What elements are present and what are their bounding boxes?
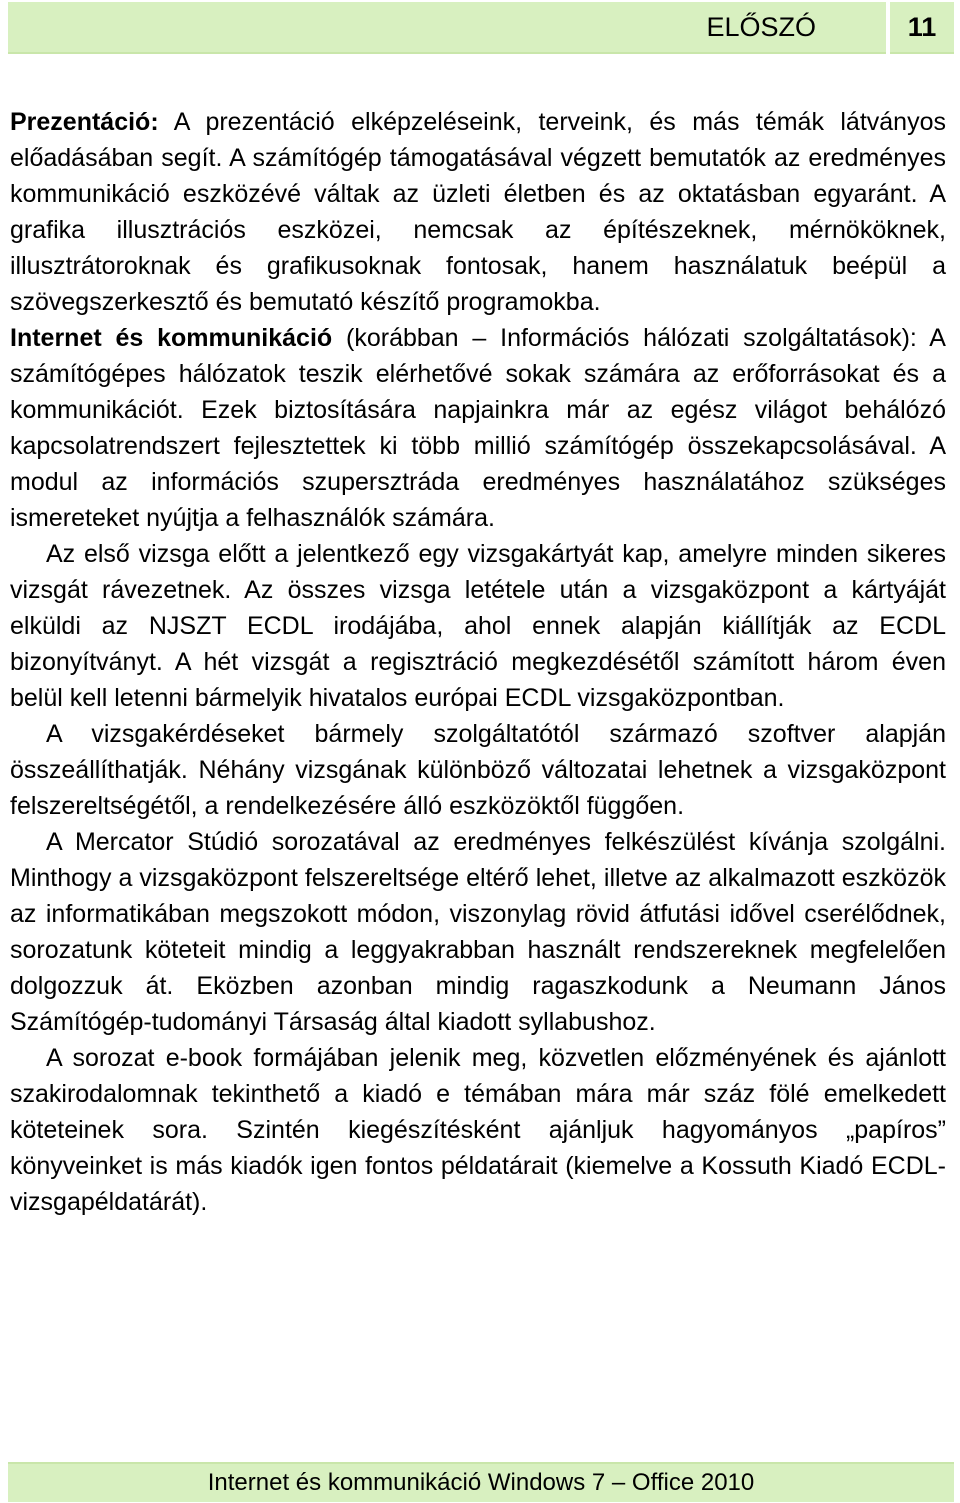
paragraph-exam-questions: A vizsgakérdéseket bármely szolgáltatótól származó szoftver alapján összeállíthatják. Néhány vizsgának különböző változatai lehetnek a vizsgaközpont felszereltségétől, a rendelkezésére álló eszközöktől függően. (10, 720, 946, 820)
paragraph-ebook: A sorozat e-book formájában jelenik meg, közvetlen előzményének és ajánlott szakirodalomnak tekinthető a kiadó e témában mára már száz fölé emelkedett köteteinek sora. Szintén kiegészítésként ajánljuk hagyományos „papíros” könyveinket is más kiadók igen fontos példatárait (kiemelve a Kossuth Kiadó ECDL-vizsgapéldatárát). (10, 1044, 946, 1216)
paragraph-internet (10, 320, 946, 536)
page-footer: Internet és kommunikáció Windows 7 – Office 2010 (8, 1462, 954, 1502)
paragraph-text: A prezentáció elképzeléseink, terveink, és más témák látványos előadásában segít. A számítógép támogatásával végzett bemutatók az eredményes kommunikáció eszközévé váltak az üzleti életben és az oktatásban egyaránt. A grafika illusztrációs eszközei, nemcsak az építészeknek, mérnököknek, illusztrátoroknak és grafikusoknak fontosak, hanem használatuk beépül a szövegszerkesztő és bemutató készítő programokba. (10, 108, 946, 316)
paragraph-mercator-series: A Mercator Stúdió sorozatával az eredményes felkészülést kívánja szolgálni. Minthogy a vizsgaközpont felszereltsége eltérő lehet, illetve az alkalmazott eszközök az informatikában megszokott módon, viszonylag rövid átfutási idővel cserélődnek, sorozatunk köteteit mindig a leggyakrabban használt rendszereknek megfelelően dolgozzuk át. Eközben azonban mindig ragaszkodunk a Neumann János Számítógép-tudományi Társaság által kiadott syllabushoz. (10, 828, 946, 1036)
term-internet: Internet és kommunikáció (10, 324, 333, 352)
term-presentation: Prezentáció: (10, 108, 159, 136)
page-header (8, 2, 954, 54)
paragraph-presentation (10, 104, 946, 320)
paragraph-exam-card: Az első vizsga előtt a jelentkező egy vizsgakártyát kap, amelyre minden sikeres vizsgát rávezetnek. Az összes vizsga letétele után a vizsgaközpont a kártyáját elküldi az NJSZT ECDL irodájába, ahol ennek alapján kiállítják az ECDL bizonyítványt. A hét vizsgát a regisztráció megkezdésétől számított három éven belül kell letenni bármelyik hivatalos európai ECDL vizsgaközpontban. (10, 540, 946, 712)
paragraph-text: (korábban – Információs hálózati szolgáltatások): A számítógépes hálózatok teszik elérhetővé sokak számára az erőforrásokat és a kommunikációt. Ezek biztosítására napjainkra már az egész világot behálózó kapcsolatrendszert fejlesztettek ki több millió számítógép összekapcsolásával. A modul az információs szupersztráda eredményes használatához szükséges ismereteket nyújtja a felhasználók számára. (10, 324, 946, 532)
page-number: 11 (890, 2, 954, 54)
chapter-title: ELŐSZÓ (8, 2, 886, 54)
body-text (10, 104, 946, 1220)
